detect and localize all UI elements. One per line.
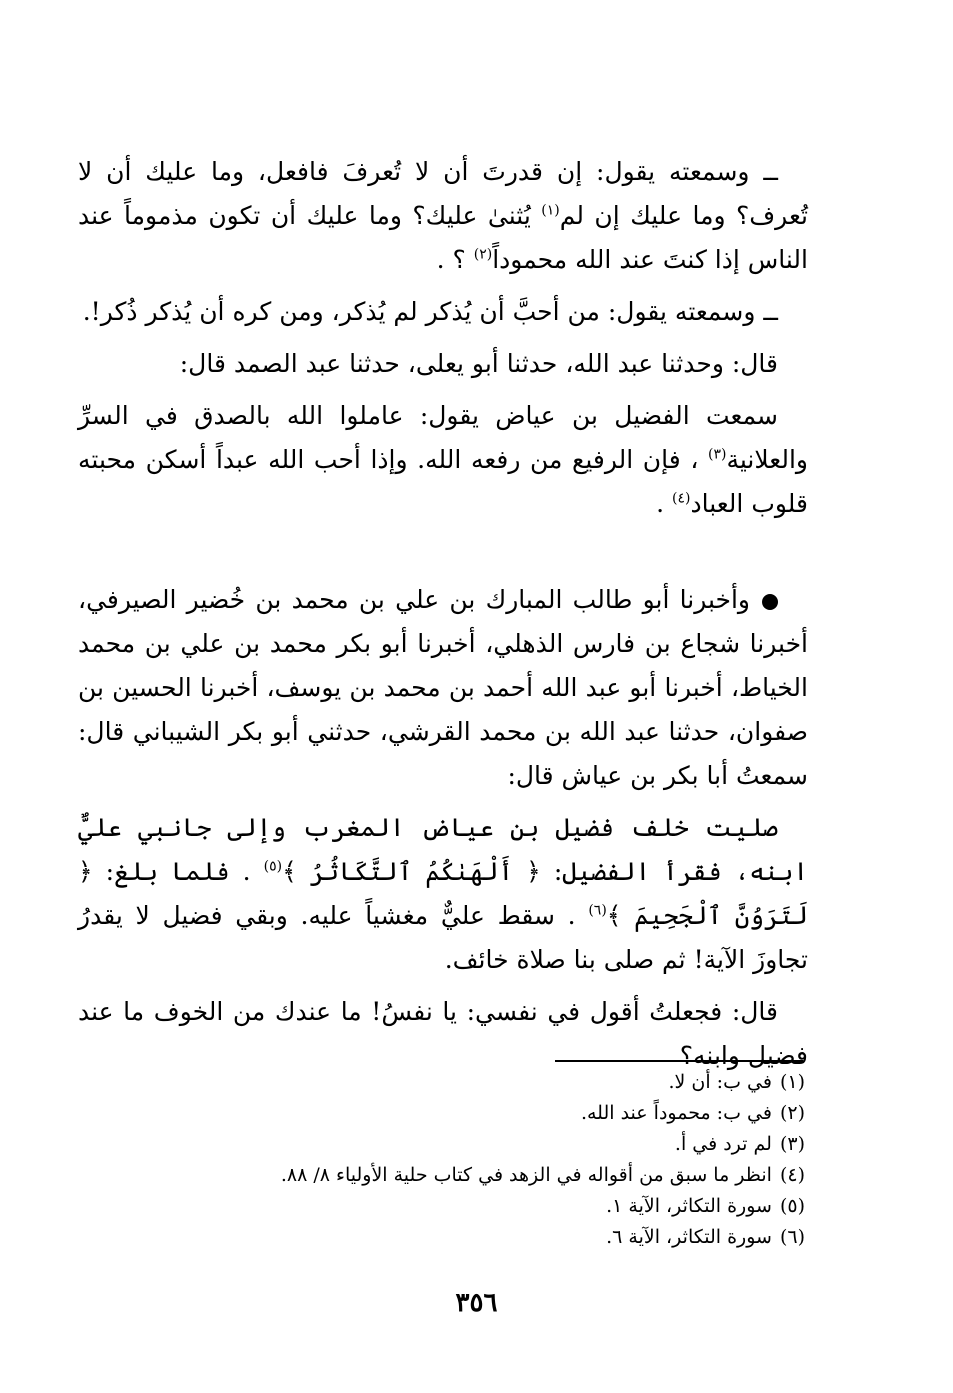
paragraph: قال: وحدثنا عبد الله، حدثنا أبو يعلى، حدثنا عبد الصمد قال:	[179, 349, 778, 378]
main-text	[78, 150, 808, 1086]
paragraph: سمعت الفضيل بن عياض يقول: عاملوا الله بالصدق في السرِّ والعلانية$^{(٣)}$ ، فإن الرفيع من رفعه الله. وإذا أحب الله عبداً أسكن محبته قلوب العباد$^{(٤)}$ .	[78, 401, 808, 518]
footnote-ref[interactable]: (٢)	[473, 246, 493, 263]
bullet-icon	[762, 594, 778, 610]
footnote-ref[interactable]: (٤)	[671, 490, 691, 507]
footnote-ref[interactable]: (١)	[541, 202, 560, 219]
footnote-ref[interactable]: (٦)	[588, 902, 607, 919]
paragraph: وأخبرنا أبو طالب المبارك بن علي بن محمد بن خُضير الصيرفي، أخبرنا شجاع بن فارس الذهلي، أخبرنا أبو بكر محمد بن علي بن محمد الخياط، أخبرنا أبو عبد الله أحمد بن محمد بن يوسف، أخبرنا الحسين بن صفوان، حدثنا عبد الله بن محمد القرشي، حدثني أبو بكر الشيباني قال: سمعتُ أبا بكر بن عياش قال:	[78, 585, 808, 790]
section-gap	[78, 534, 808, 578]
footnote	[250, 1067, 805, 1098]
footnote-number: (١)	[779, 1071, 805, 1093]
footnotes	[250, 1067, 805, 1253]
footnote-text: سورة التكاثر، الآية ٦.	[606, 1226, 772, 1248]
footnote	[250, 1129, 805, 1160]
footnote-number: (٤)	[779, 1164, 805, 1186]
footnote-text: سورة التكاثر، الآية ١.	[606, 1195, 772, 1217]
footnote-ref[interactable]: (٥)	[263, 858, 283, 875]
paragraph: ــ وسمعته يقول: إن قدرتَ أن لا تُعرفَ فافعل، وما عليك أن لا تُعرف؟ وما عليك إن لم$^{(١)}$ يُثنىٰ عليك؟ وما عليك أن تكون مذموماً عند الناس إذا كنتَ عند الله محموداً$^{(٢)}$ ؟ .	[78, 157, 808, 274]
footnote-ref[interactable]: (٣)	[708, 446, 727, 463]
footnote-number: (٢)	[779, 1102, 805, 1124]
footnote-text: انظر ما سبق من أقواله في الزهد في كتاب حلية الأولياء ٨/ ٨٨.	[280, 1164, 772, 1186]
footnote-number: (٥)	[779, 1195, 805, 1217]
footnote	[250, 1191, 805, 1222]
footnote-text: لم ترد في أ.	[674, 1133, 772, 1155]
footnote-separator	[555, 1060, 803, 1062]
footnote-number: (٦)	[779, 1226, 805, 1248]
footnote-text: في ب: أن لا.	[668, 1071, 772, 1093]
footnote-number: (٣)	[779, 1133, 805, 1155]
footnote	[250, 1222, 805, 1253]
footnote	[250, 1098, 805, 1129]
paragraph: ــ وسمعته يقول: من أحبَّ أن يُذكر لم يُذكر، ومن كره أن يُذكر ذُكر!.	[82, 297, 778, 326]
footnote-text: في ب: محموداً عند الله.	[580, 1102, 772, 1124]
paragraph: صليت خلف فضيل بن عياض المغرب وإلى جانبي عليٌّ ابنه، فقرأ الفضيل: ﴿ أَلْهَىٰكُمُ ٱلتَّكَاثُرُ ﴾$^{(٥)}$ . فلما بلغ: ﴿ لَتَرَوُنَّ ٱلْجَحِيمَ ﴾$^{(٦)}$ . سقط عليٌّ مغشياً عليه. وبقي فضيل لا يقدرُ تجاوزَ الآية! ثم صلى بنا صلاة خائف.	[78, 813, 808, 974]
page-number: ٣٥٦	[455, 1288, 498, 1318]
footnote	[250, 1160, 805, 1191]
paragraph: قال: فجعلتُ أقول في نفسي: يا نفسُ! ما عندك من الخوف ما عند فضيل وابنه؟	[78, 997, 808, 1070]
